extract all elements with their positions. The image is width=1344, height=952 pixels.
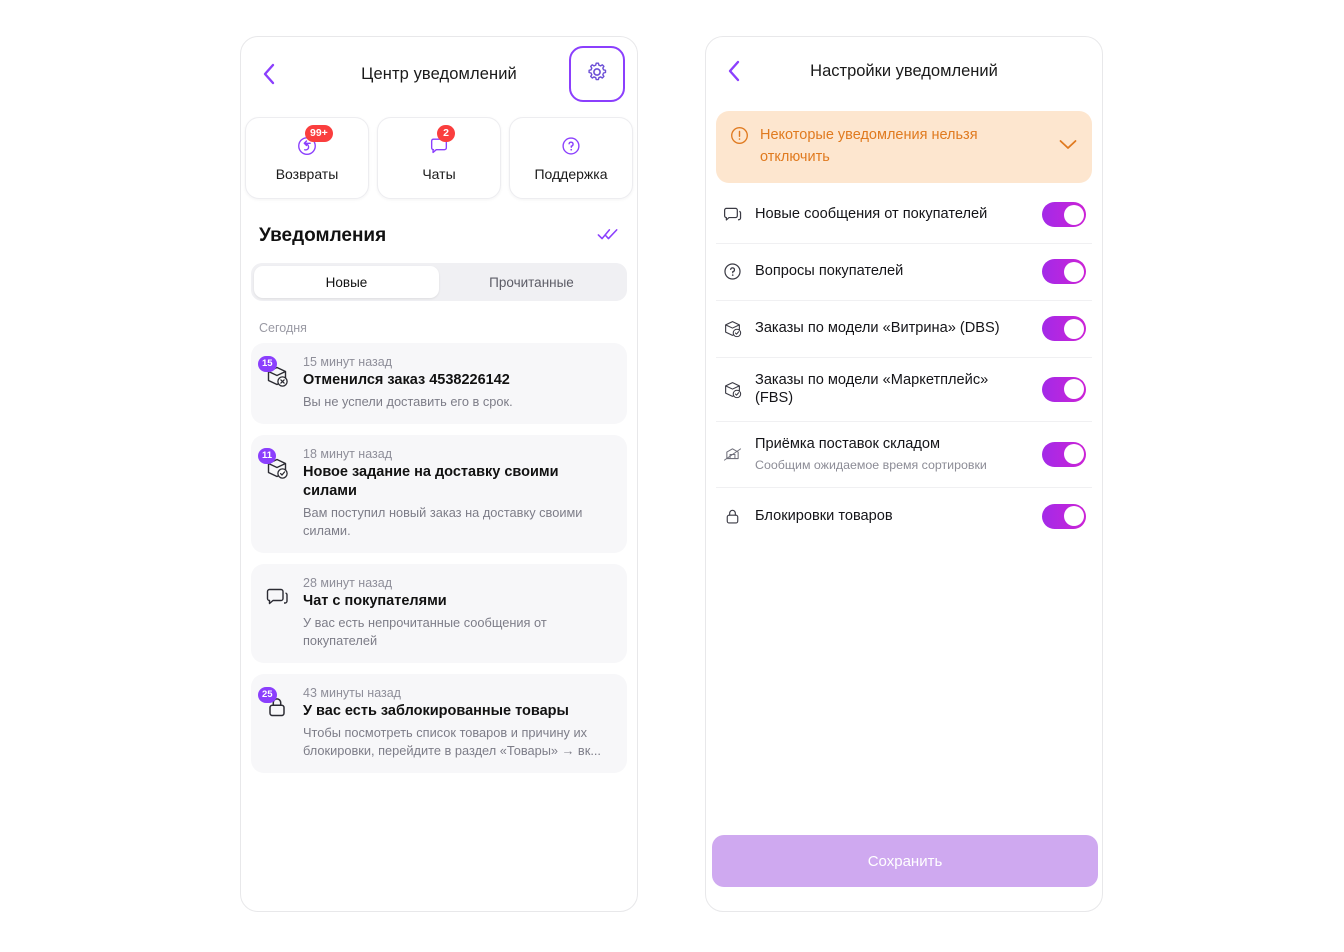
double-check-icon[interactable] — [597, 226, 619, 247]
setting-label: Новые сообщения от покупателей — [755, 206, 988, 223]
notification-time: 18 минут назад — [303, 447, 392, 462]
gear-icon — [585, 60, 609, 89]
toggle-knob — [1064, 444, 1084, 464]
right-header — [706, 37, 1102, 105]
notification-title: Чат с покупателями — [303, 593, 447, 610]
parcel-check-icon — [721, 378, 743, 400]
setting-sublabel: Сообщим ожидаемое время сортировки — [755, 458, 987, 473]
page-title: Центр уведомлений — [361, 64, 517, 83]
notifications-list[interactable] — [241, 343, 637, 794]
toggle-knob — [1064, 262, 1084, 282]
parcel-check-icon — [262, 450, 290, 481]
toggle-switch[interactable] — [1042, 316, 1086, 341]
toggle-knob — [1064, 319, 1084, 339]
tile-support[interactable] — [509, 117, 633, 199]
warning-banner[interactable] — [716, 111, 1092, 183]
exclamation-circle-icon — [730, 126, 749, 150]
notification-badge: 25 — [258, 687, 277, 703]
parcel-cancelled-icon — [262, 358, 290, 389]
tile-badge: 2 — [437, 125, 455, 142]
setting-row-dbs-orders[interactable] — [716, 301, 1092, 358]
day-label: Сегодня — [259, 321, 307, 335]
back-button[interactable] — [716, 54, 750, 88]
setting-text — [755, 205, 1030, 224]
chat-bubble-icon — [264, 584, 290, 610]
left-header — [241, 37, 637, 111]
notification-badge: 11 — [258, 448, 276, 464]
notification-desc: Вы не успели доставить его в срок. — [303, 394, 513, 410]
notification-title: Отменился заказ 4538226142 — [303, 372, 510, 388]
lock-icon — [721, 505, 743, 527]
setting-row-new-messages[interactable] — [716, 187, 1092, 244]
warning-text: Некоторые уведомления нельзя отключить — [760, 127, 978, 165]
setting-row-fbs-orders[interactable] — [716, 358, 1092, 423]
notification-badge: 15 — [258, 356, 277, 372]
setting-text — [755, 319, 1030, 338]
chat-bubble-icon — [424, 127, 454, 158]
save-button[interactable]: Сохранить — [712, 835, 1098, 887]
tile-badge: 99+ — [305, 125, 333, 142]
settings-button[interactable] — [569, 46, 625, 102]
tile-label: Чаты — [422, 166, 456, 182]
notification-time: 43 минуты назад — [303, 686, 401, 701]
list-item[interactable] — [251, 343, 627, 424]
parcel-check-icon — [721, 318, 743, 340]
question-circle-icon — [721, 261, 743, 283]
setting-label: Приёмка поставок складом — [755, 436, 941, 453]
toggle-knob — [1064, 506, 1084, 526]
tile-label: Возвраты — [275, 166, 339, 182]
toggle-switch[interactable] — [1042, 202, 1086, 227]
toggle-switch[interactable] — [1042, 504, 1086, 529]
setting-label: Вопросы покупателей — [755, 263, 904, 280]
notifications-tabs — [251, 263, 627, 301]
toggle-knob — [1064, 205, 1084, 225]
chevron-left-icon — [727, 60, 740, 82]
section-title: Уведомления — [259, 225, 387, 246]
tab-read[interactable]: Прочитанные — [489, 274, 574, 290]
toggle-switch[interactable] — [1042, 377, 1086, 402]
back-button[interactable] — [251, 57, 285, 91]
setting-text — [755, 262, 1030, 281]
warehouse-icon — [721, 443, 743, 465]
settings-list — [706, 183, 1102, 545]
list-item[interactable] — [251, 674, 627, 773]
list-item[interactable] — [251, 564, 627, 663]
toggle-switch[interactable] — [1042, 259, 1086, 284]
setting-label: Заказы по модели «Витрина» (DBS) — [755, 320, 1000, 337]
tab-new[interactable]: Новые — [254, 266, 439, 298]
setting-text — [755, 435, 1030, 473]
setting-row-product-blocks[interactable] — [716, 488, 1092, 545]
notification-center-screen — [240, 36, 638, 912]
page-title: Настройки уведомлений — [810, 61, 998, 80]
setting-text — [755, 507, 1030, 526]
question-circle-icon — [556, 134, 586, 158]
setting-text — [755, 371, 1030, 409]
chevron-left-icon — [262, 63, 275, 85]
list-item[interactable] — [251, 435, 627, 553]
notification-title: У вас есть заблокированные товары — [303, 703, 569, 720]
chevron-down-icon[interactable] — [1058, 138, 1078, 156]
tile-returns[interactable] — [245, 117, 369, 199]
notification-desc: Чтобы посмотреть список товаров и причину их блокировки, перейдите в раздел «Товары» → вк... — [303, 725, 601, 759]
setting-row-buyer-questions[interactable] — [716, 244, 1092, 301]
tile-label: Поддержка — [534, 166, 608, 182]
notifications-section-header — [241, 199, 637, 257]
notification-title: Новое задание на доставку своими силами — [303, 464, 559, 500]
quick-tiles — [241, 117, 637, 199]
lock-icon — [262, 689, 290, 720]
notification-time: 15 минут назад — [303, 355, 392, 369]
chat-bubble-icon — [721, 204, 743, 226]
toggle-switch[interactable] — [1042, 442, 1086, 467]
notification-desc: Вам поступил новый заказ на доставку своими силами. — [303, 505, 583, 539]
tile-chats[interactable] — [377, 117, 501, 199]
notification-desc: У вас есть непрочитанные сообщения от покупателей — [303, 615, 547, 649]
notification-settings-screen — [705, 36, 1103, 912]
return-arrow-icon — [292, 127, 328, 158]
setting-label: Заказы по модели «Маркетплейс» (FBS) — [755, 371, 989, 407]
setting-row-warehouse-acceptance[interactable] — [716, 422, 1092, 487]
notification-time: 28 минут назад — [303, 576, 392, 591]
toggle-knob — [1064, 379, 1084, 399]
setting-label: Блокировки товаров — [755, 507, 893, 524]
